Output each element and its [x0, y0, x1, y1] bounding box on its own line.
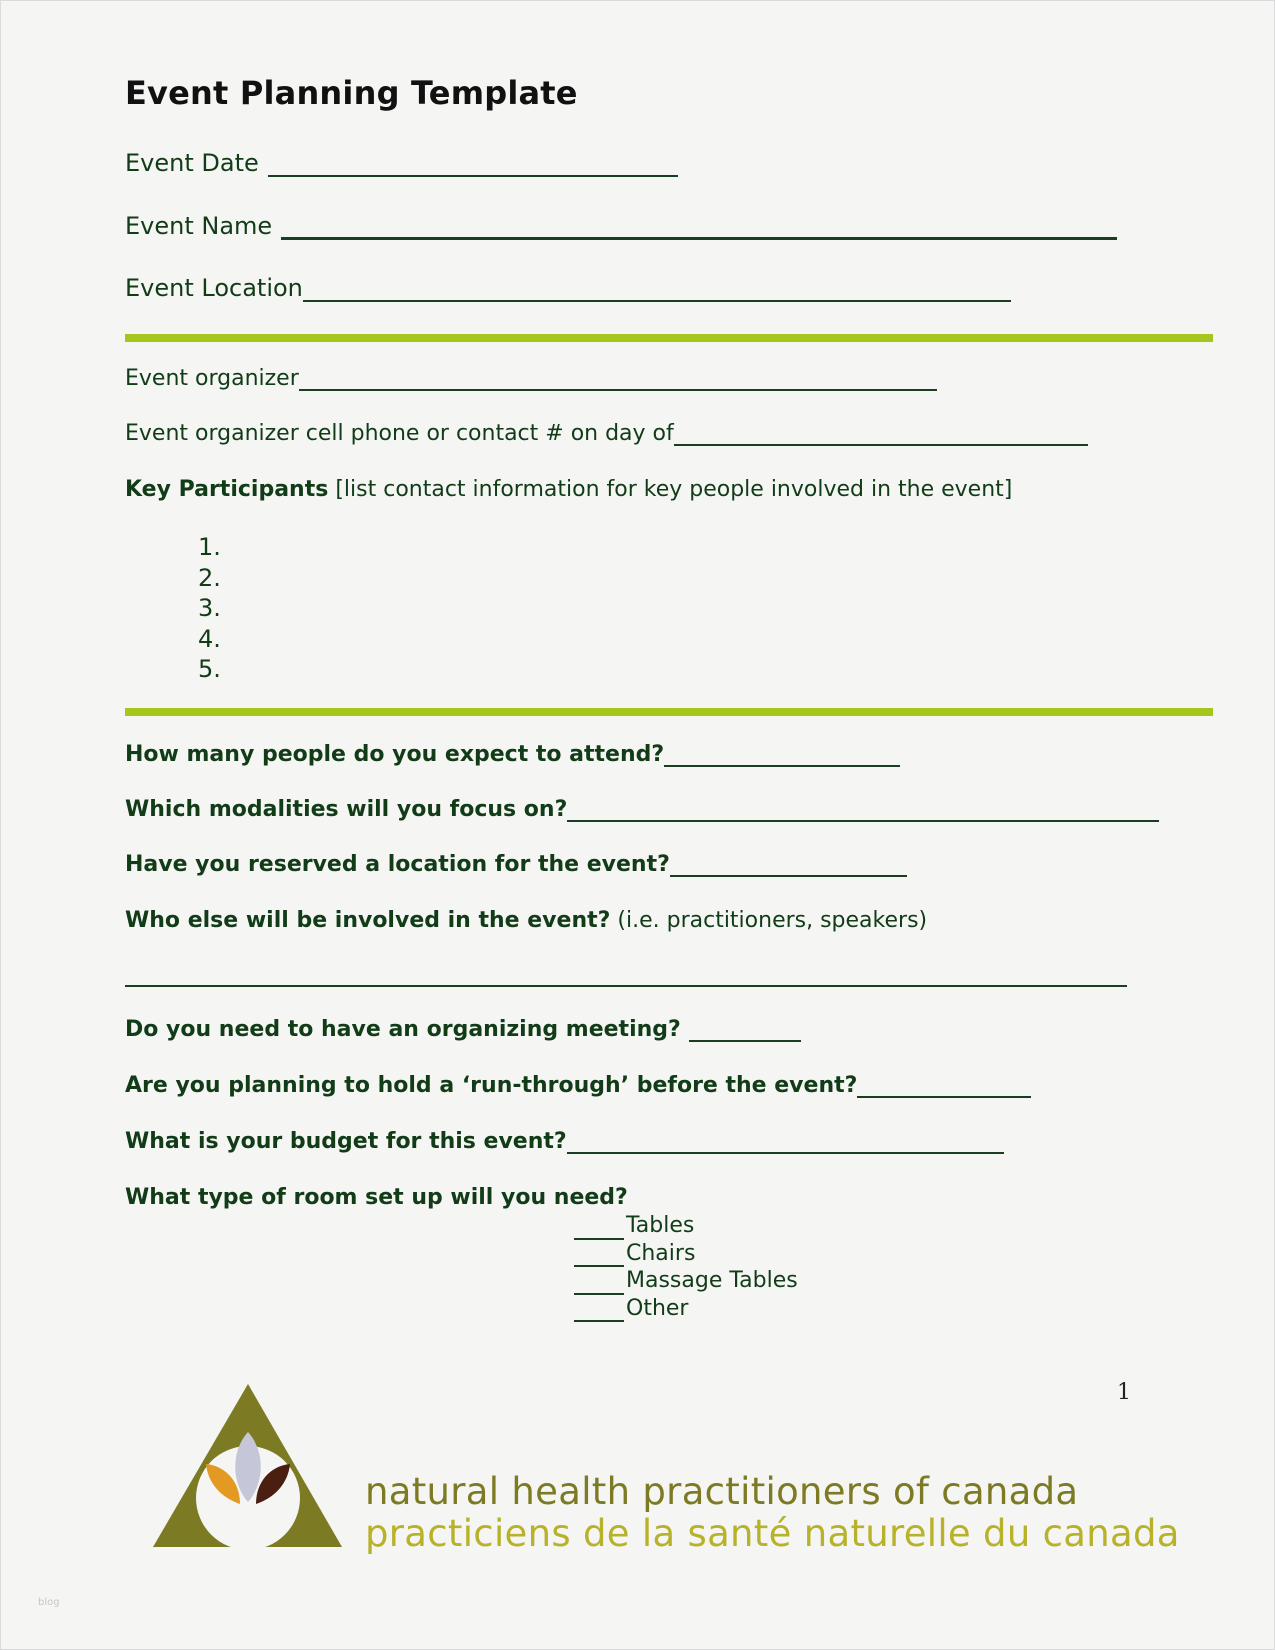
organizer-contact-field[interactable]	[674, 422, 1088, 446]
who-else-question: Who else will be involved in the event?	[125, 908, 611, 933]
list-item[interactable]: 1.	[198, 533, 221, 561]
green-divider-bottom	[125, 708, 1213, 716]
room-option-massage-tables[interactable]	[574, 1267, 798, 1295]
key-participants-list	[198, 532, 221, 685]
event-date-label: Event Date	[125, 149, 259, 177]
modalities-row	[125, 797, 1159, 822]
organizing-meeting-field[interactable]	[689, 1018, 801, 1042]
room-option-blank[interactable]	[574, 1245, 624, 1267]
room-option-label: Massage Tables	[626, 1268, 798, 1293]
event-name-row	[125, 212, 1117, 240]
budget-field[interactable]	[567, 1130, 1004, 1154]
room-option-chairs[interactable]	[574, 1240, 798, 1268]
page-number: 1	[1117, 1380, 1131, 1405]
organizer-contact-row	[125, 421, 1088, 446]
event-date-field[interactable]	[268, 153, 678, 177]
event-location-row	[125, 274, 1011, 302]
location-reserved-row	[125, 852, 907, 877]
room-setup-options	[574, 1212, 798, 1322]
who-else-field[interactable]	[125, 985, 1127, 987]
organization-logo	[150, 1380, 345, 1552]
budget-question: What is your budget for this event?	[125, 1129, 567, 1154]
budget-row	[125, 1129, 1004, 1154]
room-option-blank[interactable]	[574, 1300, 624, 1322]
event-name-label: Event Name	[125, 212, 273, 240]
list-item[interactable]: 2.	[198, 563, 221, 592]
organizing-meeting-question: Do you need to have an organizing meeting?	[125, 1017, 681, 1042]
organization-name-english: natural health practitioners of canada	[365, 1470, 1079, 1513]
modalities-question: Which modalities will you focus on?	[125, 797, 568, 822]
room-option-tables[interactable]	[574, 1212, 798, 1240]
room-option-blank[interactable]	[574, 1273, 624, 1295]
room-option-other[interactable]	[574, 1295, 798, 1323]
attendance-row	[125, 742, 900, 767]
room-option-label: Other	[626, 1295, 689, 1321]
organizer-label: Event organizer	[125, 366, 299, 391]
green-divider-top	[125, 334, 1213, 342]
list-item[interactable]: 5.	[198, 655, 221, 683]
organizer-field[interactable]	[299, 367, 937, 391]
list-item[interactable]: 4.	[198, 624, 221, 653]
room-option-label: Tables	[626, 1213, 695, 1238]
room-option-label: Chairs	[626, 1240, 696, 1266]
organizing-meeting-row	[125, 1017, 801, 1042]
run-through-question: Are you planning to hold a ‘run-through’ before the event?	[125, 1073, 858, 1098]
event-location-label: Event Location	[125, 274, 303, 302]
location-reserved-field[interactable]	[670, 853, 907, 877]
organizer-row	[125, 366, 937, 391]
key-participants-heading	[125, 477, 1012, 502]
key-participants-note: [list contact information for key people involved in the event]	[335, 477, 1013, 502]
room-setup-question: What type of room set up will you need?	[125, 1185, 628, 1210]
run-through-field[interactable]	[857, 1074, 1031, 1098]
event-name-field[interactable]	[281, 215, 1117, 240]
attendance-field[interactable]	[664, 743, 900, 767]
location-reserved-question: Have you reserved a location for the event?	[125, 852, 670, 877]
watermark: blog	[38, 1597, 60, 1608]
organization-name-french: practiciens de la santé naturelle du canada	[365, 1512, 1180, 1555]
key-participants-label: Key Participants	[125, 477, 329, 502]
run-through-row	[125, 1073, 1031, 1098]
modalities-field[interactable]	[567, 798, 1159, 822]
attendance-question: How many people do you expect to attend?	[125, 742, 665, 767]
list-item[interactable]: 3.	[198, 594, 221, 622]
organizer-contact-label: Event organizer cell phone or contact # on day of	[125, 421, 674, 446]
room-setup-row	[125, 1185, 628, 1210]
who-else-row	[125, 908, 927, 933]
who-else-note: (i.e. practitioners, speakers)	[617, 908, 928, 933]
event-date-row	[125, 149, 678, 177]
room-option-blank[interactable]	[574, 1218, 624, 1240]
page-title: Event Planning Template	[125, 74, 578, 112]
event-location-field[interactable]	[303, 278, 1011, 302]
